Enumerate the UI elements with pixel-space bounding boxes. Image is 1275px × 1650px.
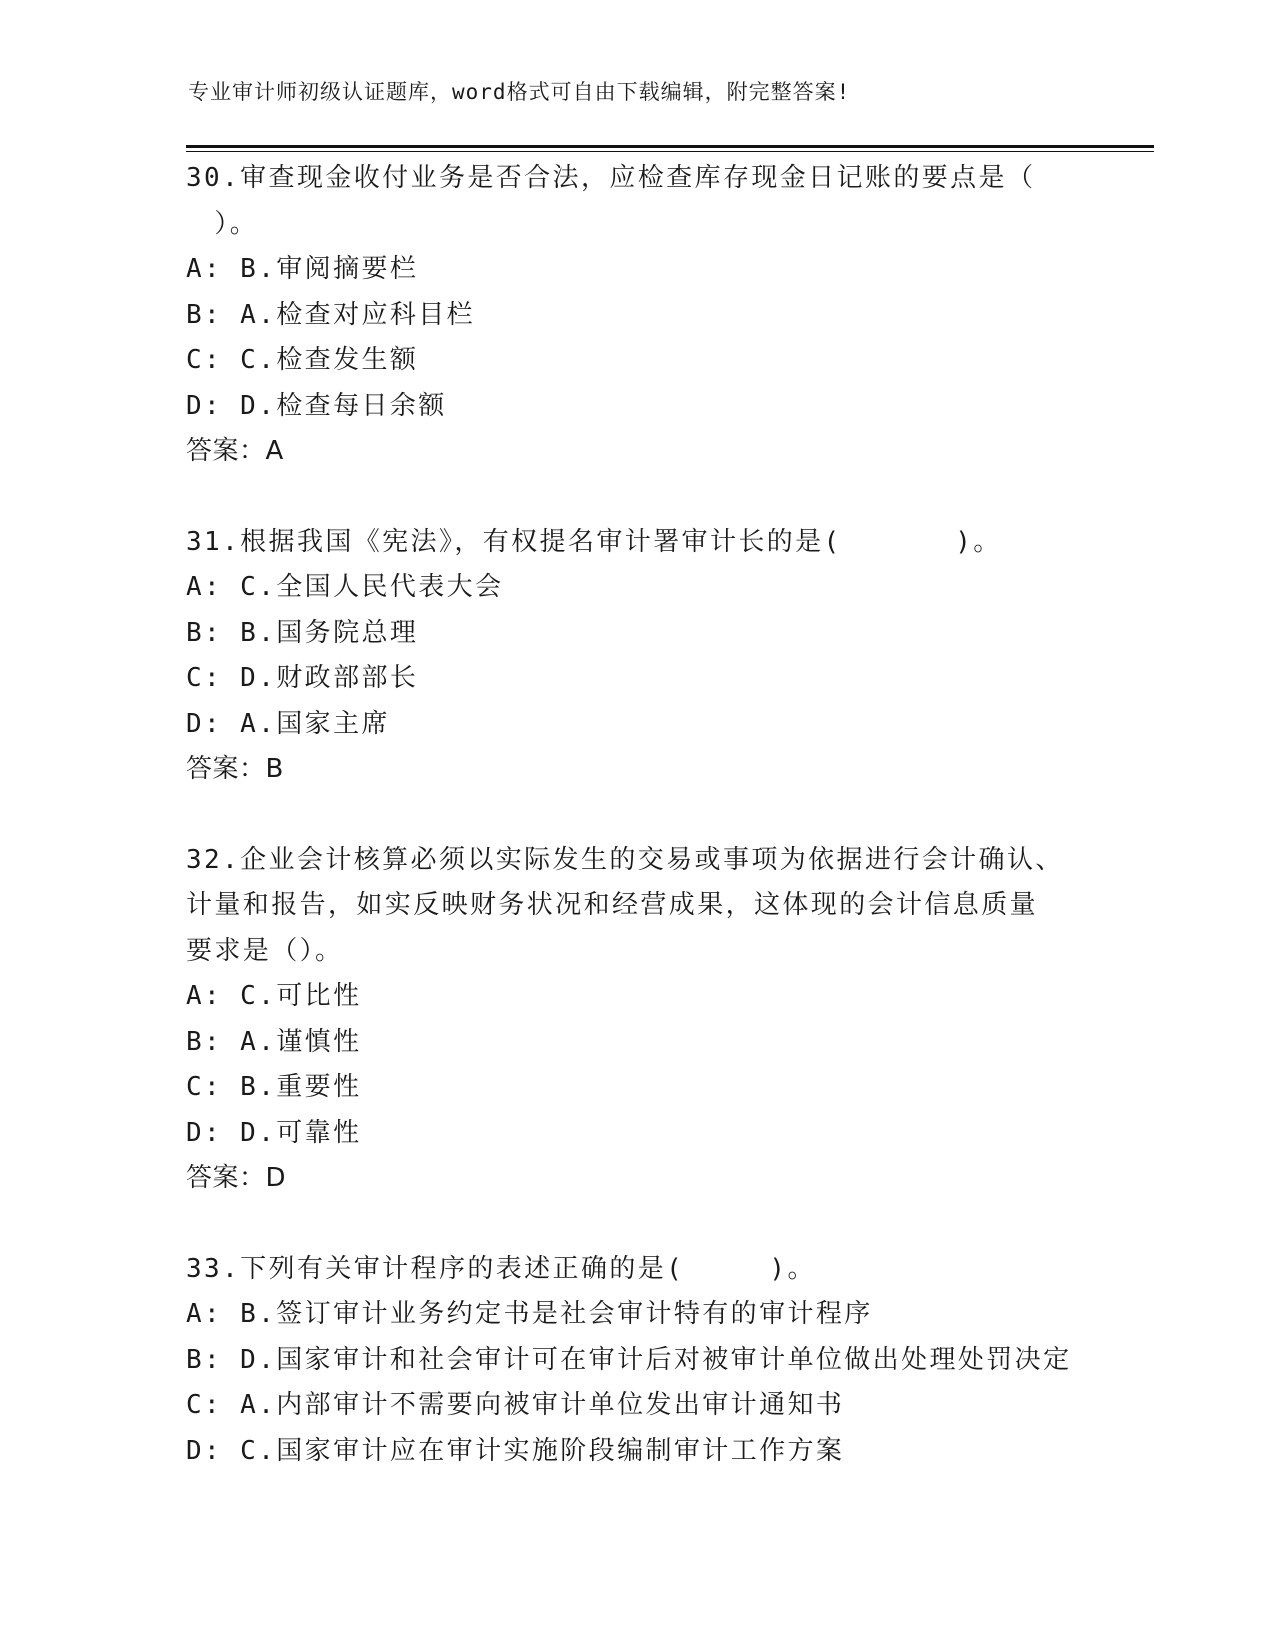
option-a: A: C.可比性 xyxy=(186,981,362,1011)
option-a: A: C.全国人民代表大会 xyxy=(186,572,504,602)
option-d: D: D.可靠性 xyxy=(186,1117,362,1148)
option-c: C: B.重要性 xyxy=(186,1072,362,1102)
question-stem-line: 33.下列有关审计程序的表述正确的是( )。 xyxy=(186,1253,816,1284)
question-33 xyxy=(186,1247,1086,1475)
option-a: A: B.审阅摘要栏 xyxy=(186,254,419,284)
header-rule-thick xyxy=(186,145,1154,148)
option-c: C: A.内部审计不需要向被审计单位发出审计通知书 xyxy=(186,1390,845,1420)
question-30 xyxy=(186,156,1086,475)
option-a: A: B.签订审计业务约定书是社会审计特有的审计程序 xyxy=(186,1299,873,1329)
question-stem-line: 计量和报告，如实反映财务状况和经营成果，这体现的会计信息质量 xyxy=(186,890,1039,920)
question-list xyxy=(186,156,1086,1474)
option-d: D: D.检查每日余额 xyxy=(186,390,447,421)
question-stem-line: 32.企业会计核算必须以实际发生的交易或事项为依据进行会计确认、 xyxy=(186,844,1064,875)
option-d: D: C.国家审计应在审计实施阶段编制审计工作方案 xyxy=(186,1435,845,1466)
answer-line: 答案：B xyxy=(186,754,284,784)
question-32 xyxy=(186,838,1086,1202)
option-b: B: D.国家审计和社会审计可在审计后对被审计单位做出处理处罚决定 xyxy=(186,1344,1072,1375)
question-stem-line: 31.根据我国《宪法》，有权提名审计署审计长的是( )。 xyxy=(186,526,1002,557)
option-b: B: A.谨慎性 xyxy=(186,1026,362,1057)
option-c: C: C.检查发生额 xyxy=(186,345,419,375)
document-header: 专业审计师初级认证题库，word格式可自由下载编辑，附完整答案! xyxy=(188,80,851,104)
question-stem-line: 要求是（）。 xyxy=(186,935,344,966)
question-stem-line: 30.审查现金收付业务是否合法，应检查库存现金日记账的要点是（ xyxy=(186,163,1036,193)
option-c: C: D.财政部部长 xyxy=(186,663,419,693)
answer-line: 答案：D xyxy=(186,1163,287,1193)
option-d: D: A.国家主席 xyxy=(186,708,390,739)
header-rule-thin xyxy=(186,151,1154,152)
option-b: B: A.检查对应科目栏 xyxy=(186,299,476,330)
question-31 xyxy=(186,520,1086,793)
answer-line: 答案：A xyxy=(186,436,284,466)
question-stem-line: ）。 xyxy=(186,208,259,239)
option-b: B: B.国务院总理 xyxy=(186,617,419,648)
